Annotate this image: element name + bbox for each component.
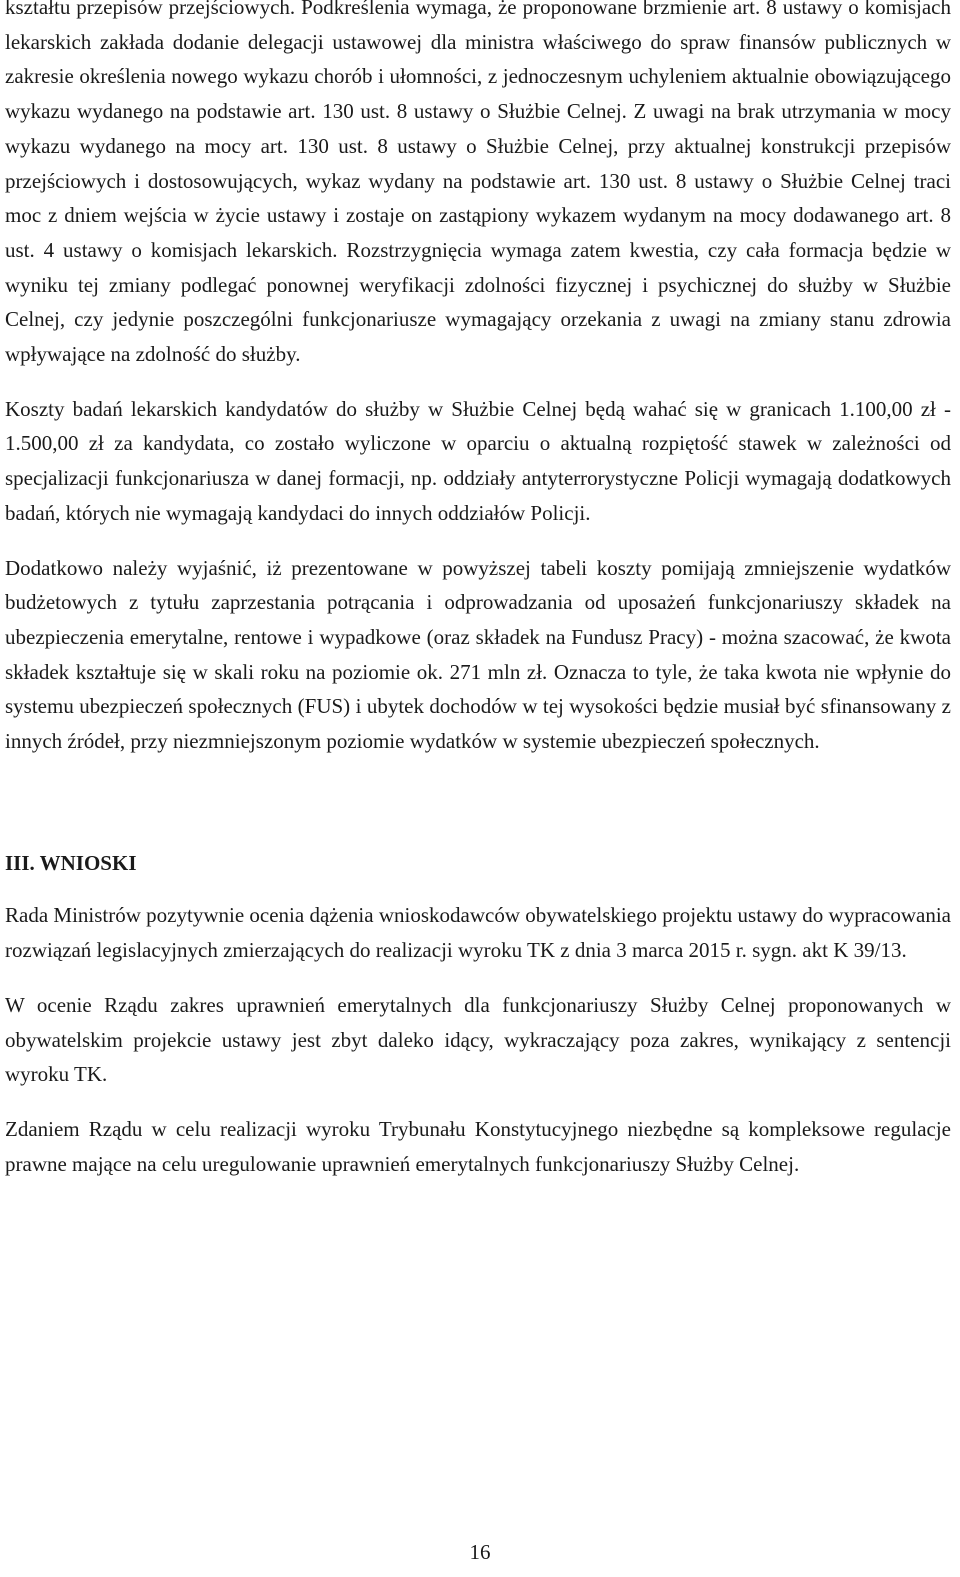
document-body (5, 0, 951, 1181)
section-heading-conclusions: III. WNIOSKI (5, 850, 137, 875)
page-number: 16 (469, 1540, 491, 1564)
paragraph-government-opinion: W ocenie Rządu zakres uprawnień emerytalnych dla funkcjonariuszy Służby Celnej proponowanych w obywatelskim projekcie ustawy jest zbyt daleko idący, wykraczający poza zakres, wynikający z sentencji wyroku TK. (5, 992, 951, 1087)
paragraph-council-assessment: Rada Ministrów pozytywnie ocenia dążenia wnioskodawców obywatelskiego projektu ustawy do wypracowania rozwiązań legislacyjnych zmierzających do realizacji wyroku TK z dnia 3 marca 2015 r. sygn. akt K 39/13. (5, 903, 951, 963)
paragraph-transitional-provisions: kształtu przepisów przejściowych. Podkreślenia wymaga, że proponowane brzmienie art. 8 ustawy o komisjach lekarskich zakłada dodanie delegacji ustawowej dla ministra właściwego do spraw finansów publicznych w zakresie określenia nowego wykazu chorób i ułomności, z jednoczesnym uchyleniem aktualnie obowiązującego wykazu wydanego na podstawie art. 130 ust. 8 ustawy o Służbie Celnej. Z uwagi na brak utrzymania w mocy wykazu wydanego na mocy art. 130 ust. 8 ustawy o Służbie Celnej, przy aktualnej konstrukcji przepisów przejściowych i dostosowujących, wykaz wydany na podstawie art. 130 ust. 8 ustawy o Służbie Celnej traci moc z dniem wejścia w życie ustawy i zostaje on zastąpiony wykazem wydanym na mocy dodawanego art. 8 ust. 4 ustawy o komisjach lekarskich. Rozstrzygnięcia wymaga zatem kwestia, czy cała formacja będzie w wyniku tej zmiany podlegać ponownej weryfikacji zdolności fizycznej i psychicznej do służby w Służbie Celnej, czy jedynie poszczególni funkcjonariusze wymagający orzekania z uwagi na zmiany stanu zdrowia wpływające na zdolność do służby. (5, 0, 951, 367)
paragraph-medical-exam-costs: Koszty badań lekarskich kandydatów do służby w Służbie Celnej będą wahać się w granicach 1.100,00 zł - 1.500,00 zł za kandydata, co zostało wyliczone w oparciu o aktualną rozpiętość stawek w zależności od specjalizacji funkcjonariusza w danej formacji, np. oddziały antyterrorystyczne Policji wymagają dodatkowych badań, których nie wymagają kandydaci do innych oddziałów Policji. (5, 396, 951, 525)
paragraph-contributions: Dodatkowo należy wyjaśnić, iż prezentowane w powyższej tabeli koszty pomijają zmniejszenie wydatków budżetowych z tytułu zaprzestania potrącania i odprowadzania od uposażeń funkcjonariuszy składek na ubezpieczenia emerytalne, rentowe i wypadkowe (oraz składek na Fundusz Pracy) - można szacować, że kwota składek kształtuje się w skali roku na poziomie ok. 271 mln zł. Oznacza to tyle, że taka kwota nie wpłynie do systemu ubezpieczeń społecznych (FUS) i ubytek dochodów w tej wysokości będzie musiał być sfinansowany z innych źródeł, przy niezmniejszonym poziomie wydatków w systemie ubezpieczeń społecznych. (5, 555, 951, 754)
paragraph-government-position: Zdaniem Rządu w celu realizacji wyroku Trybunału Konstytucyjnego niezbędne są kompleksowe regulacje prawne mające na celu uregulowanie uprawnień emerytalnych funkcjonariuszy Służby Celnej. (5, 1116, 951, 1176)
